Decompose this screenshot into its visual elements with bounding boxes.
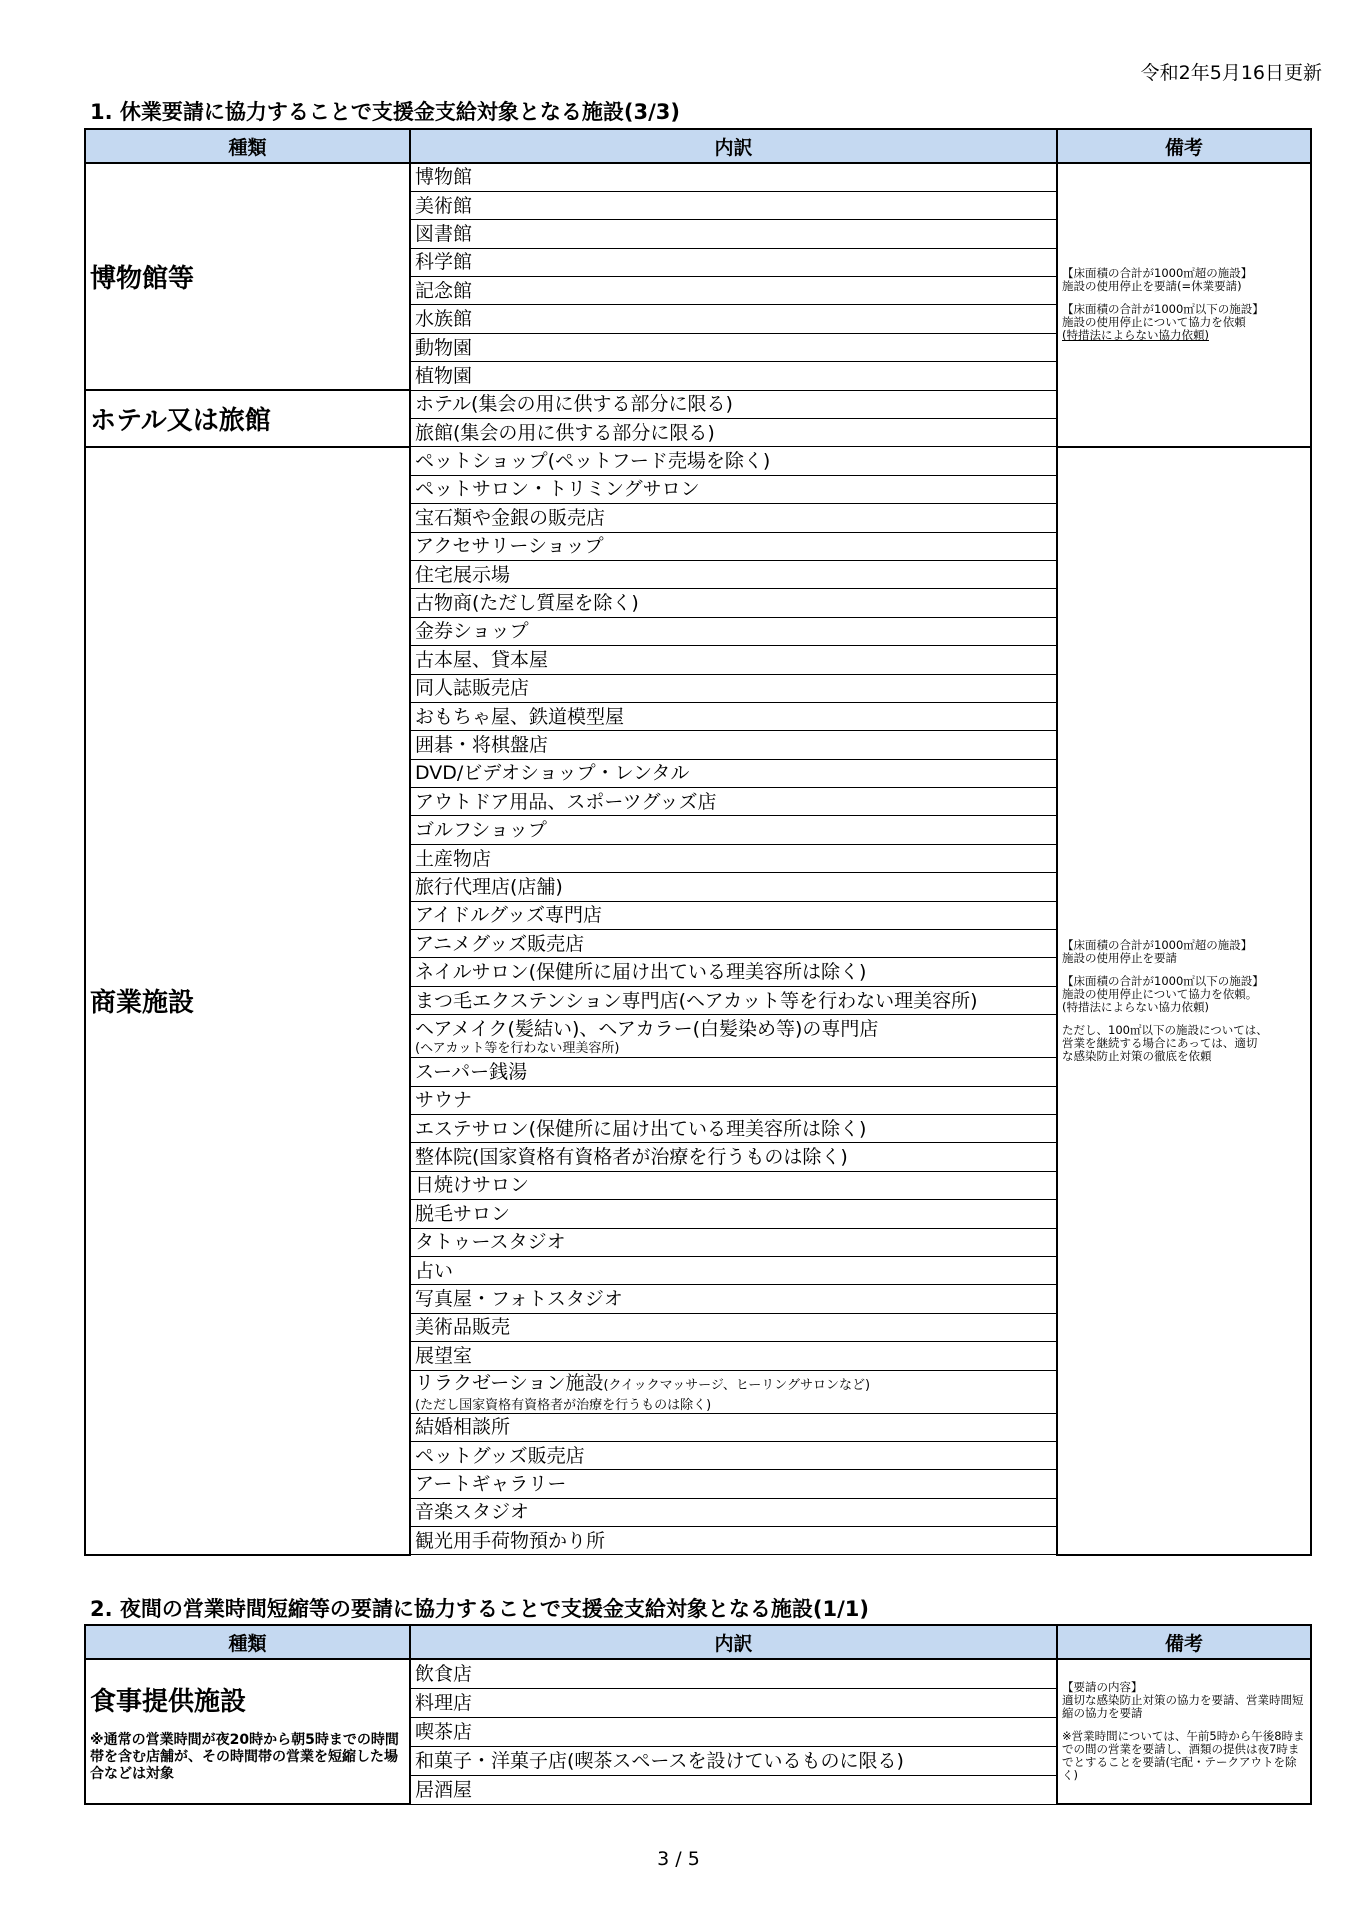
item-cell: 占い: [410, 1256, 1057, 1284]
item-cell: 和菓子・洋菓子店(喫茶スペースを設けているものに限る): [410, 1746, 1057, 1775]
section1-title: 1. 休業要請に協力することで支援金支給対象となる施設(3/3): [90, 100, 680, 124]
item-cell: スーパー銭湯: [410, 1058, 1057, 1086]
item-note: (ただし国家資格有資格者が治療を行うものは除く): [415, 1397, 712, 1413]
category-note: ※通常の営業時間が夜20時から朝5時までの時間帯を含む店舗が、その時間帯の営業を短縮した場合などは対象: [90, 1731, 399, 1782]
item-cell: アクセサリーショップ: [410, 532, 1057, 560]
remark-paragraph-line: 【床面積の合計が1000㎡超の施設】: [1062, 266, 1253, 281]
header-remarks: 備考: [1057, 1625, 1311, 1659]
item-cell: 動物園: [410, 333, 1057, 361]
item-cell: エステサロン(保健所に届け出ている理美容所は除く): [410, 1115, 1057, 1143]
item-cell: DVD/ビデオショップ・レンタル: [410, 759, 1057, 787]
item-cell: 旅館(集会の用に供する部分に限る): [410, 419, 1057, 447]
item-cell: アイドルグッズ専門店: [410, 901, 1057, 929]
item-cell: 記念館: [410, 277, 1057, 305]
item-cell: 音楽スタジオ: [410, 1498, 1057, 1526]
item-cell: 結婚相談所: [410, 1413, 1057, 1441]
item-cell: 宝石類や金銀の販売店: [410, 504, 1057, 532]
category-cell: 博物館等: [85, 163, 410, 390]
item-cell: ペットショップ(ペットフード売場を除く): [410, 447, 1057, 475]
item-cell: 住宅展示場: [410, 560, 1057, 588]
item-cell: ゴルフショップ: [410, 816, 1057, 844]
section1-table: [84, 128, 1312, 1556]
item-text: リラクゼーション施設: [415, 1371, 604, 1394]
item-text: ヘアメイク(髪結い)、ヘアカラー(白髪染め等)の専門店: [415, 1017, 879, 1040]
item-cell: 喫茶店: [410, 1717, 1057, 1746]
item-cell: 科学館: [410, 248, 1057, 276]
remark-paragraph-line: 施設の使用停止について協力を依頼。: [1062, 986, 1258, 1001]
item-cell: 脱毛サロン: [410, 1200, 1057, 1228]
remarks-cell: [1057, 1659, 1311, 1804]
item-cell: アートギャラリー: [410, 1470, 1057, 1498]
remark-paragraph-line: (特措法によらない協力依頼): [1062, 328, 1209, 343]
remark-paragraph-line: 営業を継続する場合にあっては、適切: [1062, 1035, 1258, 1050]
remark-paragraph: [1062, 303, 1306, 342]
remark-paragraph: ※営業時間については、午前5時から午後8時までの間の営業を要請し、酒類の提供は夜7時までとすることを要請(宅配・テークアウトを除く): [1062, 1729, 1305, 1782]
item-cell: 博物館: [410, 163, 1057, 191]
item-cell: ペットサロン・トリミングサロン: [410, 475, 1057, 503]
item-cell: 飲食店: [410, 1659, 1057, 1688]
item-cell: タトゥースタジオ: [410, 1228, 1057, 1256]
table-row: [85, 163, 1311, 191]
remark-paragraph-line: 【床面積の合計が1000㎡以下の施設】: [1062, 973, 1264, 988]
remark-paragraph: [1062, 1024, 1306, 1063]
section2-title: 2. 夜間の営業時間短縮等の要請に協力することで支援金支給対象となる施設(1/1): [90, 1597, 869, 1621]
item-cell: 観光用手荷物預かり所: [410, 1527, 1057, 1555]
remarks-cell: [1057, 163, 1311, 447]
item-cell: 金券ショップ: [410, 617, 1057, 645]
item-note: (ヘアカット等を行わない理美容所): [415, 1040, 620, 1056]
page-number: 3 / 5: [657, 1848, 700, 1870]
remark-paragraph-line: 施設の使用停止について協力を依頼: [1062, 315, 1246, 330]
remark-paragraph-line: 施設の使用停止を要請: [1062, 950, 1177, 965]
remark-paragraph-line: 施設の使用停止を要請(=休業要請): [1062, 279, 1242, 294]
item-cell: 同人誌販売店: [410, 674, 1057, 702]
item-cell: 写真屋・フォトスタジオ: [410, 1285, 1057, 1313]
item-cell: おもちゃ屋、鉄道模型屋: [410, 702, 1057, 730]
item-cell: まつ毛エクステンション専門店(ヘアカット等を行わない理美容所): [410, 986, 1057, 1014]
remark-paragraph-line: ただし、100㎡以下の施設については、: [1062, 1022, 1268, 1037]
remark-paragraph-line: 適切な感染防止対策の協力を要請、営業時間短縮の協力を要請: [1062, 1693, 1304, 1720]
item-cell: 古本屋、貸本屋: [410, 646, 1057, 674]
remark-paragraph-line: な感染防止対策の徹底を依頼: [1062, 1048, 1212, 1063]
header-type: 種類: [85, 129, 410, 163]
item-cell: 図書館: [410, 220, 1057, 248]
item-cell: ペットグッズ販売店: [410, 1441, 1057, 1469]
remark-paragraph-line: 【床面積の合計が1000㎡超の施設】: [1062, 937, 1253, 952]
category-cell: ホテル又は旅館: [85, 390, 410, 447]
remarks-cell: [1057, 447, 1311, 1555]
item-cell: 土産物店: [410, 844, 1057, 872]
item-cell: 古物商(ただし質屋を除く): [410, 589, 1057, 617]
remark-paragraph: [1062, 939, 1306, 965]
item-cell: 日焼けサロン: [410, 1171, 1057, 1199]
remark-paragraph-line: (特措法によらない協力依頼): [1062, 999, 1209, 1014]
item-cell: 居酒屋: [410, 1775, 1057, 1804]
remark-paragraph: [1062, 267, 1306, 293]
remark-paragraph-line: 【要請の内容】: [1062, 1680, 1143, 1694]
item-cell: 料理店: [410, 1688, 1057, 1717]
item-cell: 水族館: [410, 305, 1057, 333]
section2-table: [84, 1624, 1312, 1805]
item-cell: アウトドア用品、スポーツグッズ店: [410, 788, 1057, 816]
update-date: 令和2年5月16日更新: [1140, 62, 1322, 84]
remark-paragraph: [1062, 975, 1306, 1014]
item-cell: 植物園: [410, 362, 1057, 390]
table-row: [85, 447, 1311, 475]
item-cell: ネイルサロン(保健所に届け出ている理美容所は除く): [410, 958, 1057, 986]
item-cell: アニメグッズ販売店: [410, 930, 1057, 958]
item-cell: 囲碁・将棋盤店: [410, 731, 1057, 759]
header-remarks: 備考: [1057, 129, 1311, 163]
item-cell: 美術館: [410, 191, 1057, 219]
item-cell: 展望室: [410, 1342, 1057, 1370]
item-cell: [410, 1370, 1057, 1413]
item-small: (クイックマッサージ、ヒーリングサロンなど): [603, 1377, 871, 1393]
item-cell: 旅行代理店(店舗): [410, 873, 1057, 901]
header-breakdown: 内訳: [410, 129, 1057, 163]
remark-paragraph-line: 【床面積の合計が1000㎡以下の施設】: [1062, 302, 1264, 317]
table-row: [85, 1659, 1311, 1688]
header-type: 種類: [85, 1625, 410, 1659]
remark-paragraph: [1062, 1681, 1306, 1720]
item-cell: [410, 1015, 1057, 1058]
category-label: 食事提供施設: [90, 1686, 247, 1717]
category-cell: [85, 1659, 410, 1804]
item-cell: 美術品販売: [410, 1313, 1057, 1341]
item-cell: ホテル(集会の用に供する部分に限る): [410, 390, 1057, 418]
header-breakdown: 内訳: [410, 1625, 1057, 1659]
item-cell: サウナ: [410, 1086, 1057, 1114]
category-cell: 商業施設: [85, 447, 410, 1555]
item-cell: 整体院(国家資格有資格者が治療を行うものは除く): [410, 1143, 1057, 1171]
